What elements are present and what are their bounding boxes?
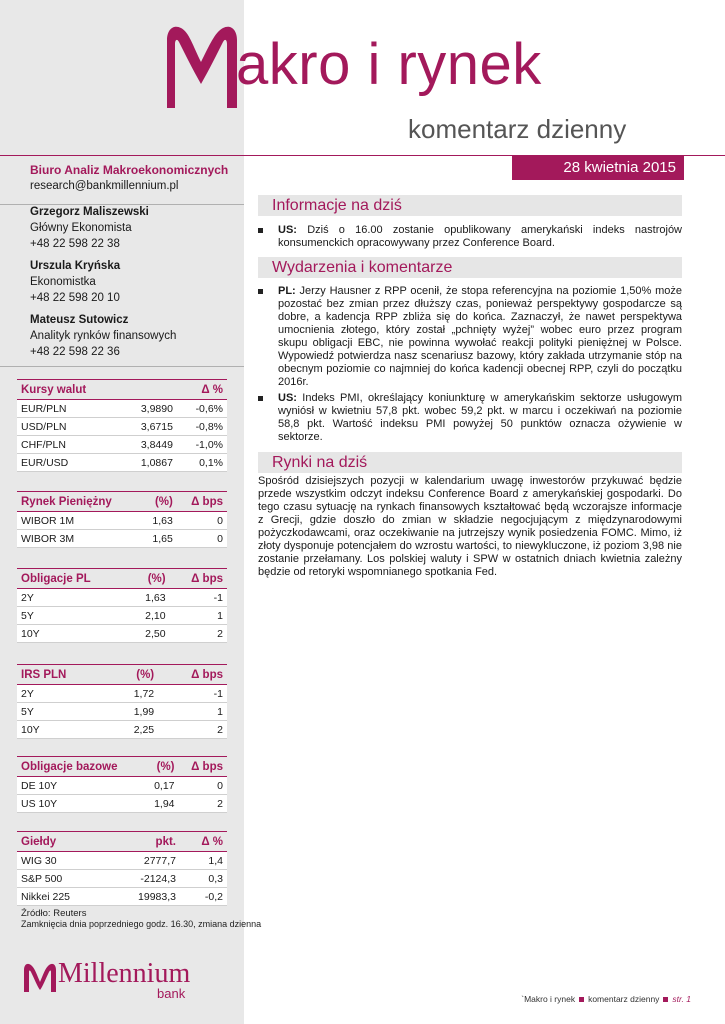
contact-name: Grzegorz Maliszewski: [30, 206, 149, 218]
irs-pln-table: [17, 664, 227, 739]
info-bullet: [258, 224, 682, 250]
table-cell: 0: [179, 777, 228, 795]
bullet-label: US:: [278, 392, 297, 404]
table-header: Δ %: [180, 832, 227, 852]
table-cell: -1: [170, 589, 227, 607]
table-header: Kursy walut: [17, 380, 120, 400]
section-info-title: Informacje na dziś: [258, 195, 682, 216]
table-footnote: [21, 908, 261, 930]
table-cell: -0,2: [180, 888, 227, 906]
table-cell: Nikkei 225: [17, 888, 107, 906]
table-cell: 10Y: [17, 625, 129, 643]
table-cell: 1,4: [180, 852, 227, 870]
table-cell: 1,72: [109, 685, 158, 703]
footer-title: `Makro i rynek: [521, 994, 576, 1004]
table-cell: 2,50: [129, 625, 170, 643]
table-header: [120, 380, 177, 400]
logo-word: Millennium: [58, 958, 191, 989]
table-header: Δ bps: [177, 492, 227, 512]
table-cell: 2: [170, 625, 227, 643]
table-cell: 19983,3: [107, 888, 180, 906]
table-cell: -0,8%: [177, 418, 227, 436]
event-bullet-pl: [258, 285, 682, 389]
table-header: Δ bps: [179, 757, 228, 777]
bullet-text: Indeks PMI, określający koniunkturę w amerykańskim sektorze usługowym wyniósł w kwietniu 57,8 pkt. wobec 59,2 pkt. w marcu i oczekiwań na poziomie 58,8 pkt. Wartość indeksu PMI powyżej 50 punktów oznacza ożywienie w sektorze.: [278, 392, 682, 443]
table-cell: 1: [158, 703, 227, 721]
table-header: pkt.: [107, 832, 180, 852]
stock-exchanges-table: [17, 831, 227, 906]
table-cell: 1,63: [141, 512, 177, 530]
contact-person: [30, 258, 240, 306]
section-markets-title: Rynki na dziś: [258, 452, 682, 473]
table-cell: WIBOR 1M: [17, 512, 141, 530]
table-cell: DE 10Y: [17, 777, 144, 795]
table-cell: 0,17: [144, 777, 179, 795]
table-cell: 0,3: [180, 870, 227, 888]
brand-m-logo: [163, 18, 241, 110]
table-row: [17, 400, 227, 418]
bullet-text: Jerzy Hausner z RPP ocenił, że stopa referencyjna na poziomie 1,50% może pozostać bez zmian przez dłuższy czas, ponieważ perspektywy gospodarcze są dobre, a kadencja RPP zbliża się do końca. Zaznaczył, że nawet perspektywa umocnienia złotego, który został „pchnięty wyżej” wobec euro przez program skupu obligacji EBC, nie powinna wywołać reakcji polityki pieniężnej w Polsce. Wypowiedź potwierdza nasz scenariusz bazowy, który zakłada utrzymanie stóp na obecnym poziomie co najmniej do końca kadencji obecnej RPP, czyli do początku 2016r.: [278, 285, 682, 388]
table-cell: 2,25: [109, 721, 158, 739]
table-header: Δ bps: [170, 569, 227, 589]
page-title: akro i rynek: [236, 32, 542, 97]
table-cell: 1,63: [129, 589, 170, 607]
bullet-square-icon: [258, 228, 263, 233]
pl-bonds-table: [17, 568, 227, 643]
table-cell: 5Y: [17, 607, 129, 625]
table-cell: S&P 500: [17, 870, 107, 888]
table-cell: 0,1%: [177, 454, 227, 472]
table-cell: 3,9890: [120, 400, 177, 418]
table-cell: EUR/PLN: [17, 400, 120, 418]
contacts-block: [30, 162, 240, 360]
table-cell: US 10Y: [17, 795, 144, 813]
logo-bank: bank: [157, 986, 186, 1001]
table-header: Δ bps: [158, 665, 227, 685]
table-row: [17, 436, 227, 454]
footer-square-icon: [579, 997, 584, 1002]
table-row: [17, 888, 227, 906]
table-cell: CHF/PLN: [17, 436, 120, 454]
table-header: Rynek Pieniężny: [17, 492, 141, 512]
table-header: Δ %: [177, 380, 227, 400]
footnote-source: Źródło: Reuters: [21, 908, 87, 919]
table-header: Obligacje PL: [17, 569, 129, 589]
contact-phone: +48 22 598 20 10: [30, 292, 120, 304]
table-row: [17, 795, 227, 813]
table-header: (%): [144, 757, 179, 777]
table-cell: 1,94: [144, 795, 179, 813]
footnote-note: Zamknięcia dnia poprzedniego godz. 16.30, zmiana dzienna: [21, 919, 262, 929]
table-header: (%): [129, 569, 170, 589]
table-row: [17, 589, 227, 607]
table-cell: 3,8449: [120, 436, 177, 454]
table-cell: 1,99: [109, 703, 158, 721]
fx-rates-table: [17, 379, 227, 472]
table-cell: WIG 30: [17, 852, 107, 870]
section-events-title: Wydarzenia i komentarze: [258, 257, 682, 278]
millennium-logo: [22, 960, 202, 1004]
contacts-email[interactable]: research@bankmillennium.pl: [30, 180, 179, 192]
table-row: [17, 625, 227, 643]
contact-role: Główny Ekonomista: [30, 222, 132, 234]
table-cell: 0: [177, 512, 227, 530]
table-row: [17, 721, 227, 739]
table-cell: 2: [179, 795, 228, 813]
bullet-text: Dziś o 16.00 zostanie opublikowany amerykański indeks nastrojów konsumenckich opracowywany przez Conference Board.: [278, 224, 683, 249]
contacts-bottom-divider: [0, 366, 244, 367]
table-row: [17, 454, 227, 472]
table-cell: 10Y: [17, 721, 109, 739]
table-cell: 1,65: [141, 530, 177, 548]
bullet-label: US:: [278, 224, 297, 236]
table-row: [17, 530, 227, 548]
table-cell: 2Y: [17, 685, 109, 703]
money-market-table: [17, 491, 227, 548]
contact-phone: +48 22 598 22 36: [30, 346, 120, 358]
table-header: (%): [109, 665, 158, 685]
table-row: [17, 512, 227, 530]
footer-subtitle: komentarz dzienny: [588, 994, 660, 1004]
contact-phone: +48 22 598 22 38: [30, 238, 120, 250]
contact-person: [30, 204, 240, 252]
table-row: [17, 703, 227, 721]
event-bullet-us: [258, 392, 682, 444]
table-cell: -1: [158, 685, 227, 703]
millennium-mark-icon: [22, 960, 58, 994]
bullet-square-icon: [258, 289, 263, 294]
table-cell: -2124,3: [107, 870, 180, 888]
table-cell: 1: [170, 607, 227, 625]
table-row: [17, 852, 227, 870]
table-cell: -0,6%: [177, 400, 227, 418]
table-cell: 2Y: [17, 589, 129, 607]
table-header: (%): [141, 492, 177, 512]
contact-name: Mateusz Sutowicz: [30, 314, 129, 326]
table-header: IRS PLN: [17, 665, 109, 685]
table-cell: 3,6715: [120, 418, 177, 436]
contact-role: Ekonomistka: [30, 276, 96, 288]
table-cell: 2777,7: [107, 852, 180, 870]
table-cell: 1,0867: [120, 454, 177, 472]
table-cell: USD/PLN: [17, 418, 120, 436]
markets-paragraph: Spośród dzisiejszych pozycji w kalendarium uwagę inwestorów przykuwać będzie przede wszystkim odczyt indeksu Conference Board z amerykańskiej gospodarki. Do tego czasu sytuację na rynkach finansowych kształtować będą wczorajsze informacje z Grecji, gdzie doszło do zmian w składzie negocjującym z międzynarodowymi pożyczkodawcami, oraz oczekiwanie na jutrzejszy wynik posiedzenia FOMC. Mimo, iż złoty dysponuje potencjałem do wzrostu wartości, to niewykluczone, iż poziom 3,98 nie zostanie przełamany. Los polskiej waluty i SPW w ostatnich dniach kwietnia zależny będzie od retoryki wspomnianego spotkania Fed.: [258, 475, 682, 578]
contact-person: [30, 312, 240, 360]
footer-page-number: str. 1: [672, 994, 691, 1004]
footer-square-icon: [663, 997, 668, 1002]
table-cell: 0: [177, 530, 227, 548]
contacts-org: Biuro Analiz Makroekonomicznych: [30, 163, 229, 177]
core-bonds-table: [17, 756, 227, 813]
bullet-label: PL:: [278, 285, 296, 297]
table-cell: 2,10: [129, 607, 170, 625]
table-row: [17, 607, 227, 625]
table-cell: WIBOR 3M: [17, 530, 141, 548]
table-cell: -1,0%: [177, 436, 227, 454]
table-cell: 5Y: [17, 703, 109, 721]
table-row: [17, 777, 227, 795]
bullet-square-icon: [258, 396, 263, 401]
report-date: 28 kwietnia 2015: [512, 156, 684, 180]
table-row: [17, 418, 227, 436]
table-row: [17, 685, 227, 703]
page-footer: [521, 994, 691, 1004]
table-header: Obligacje bazowe: [17, 757, 144, 777]
table-cell: 2: [158, 721, 227, 739]
table-header: Giełdy: [17, 832, 107, 852]
contact-role: Analityk rynków finansowych: [30, 330, 177, 342]
table-cell: EUR/USD: [17, 454, 120, 472]
page-subtitle: komentarz dzienny: [408, 114, 627, 144]
contacts-divider: [0, 204, 244, 205]
contact-name: Urszula Kryńska: [30, 260, 121, 272]
table-row: [17, 870, 227, 888]
